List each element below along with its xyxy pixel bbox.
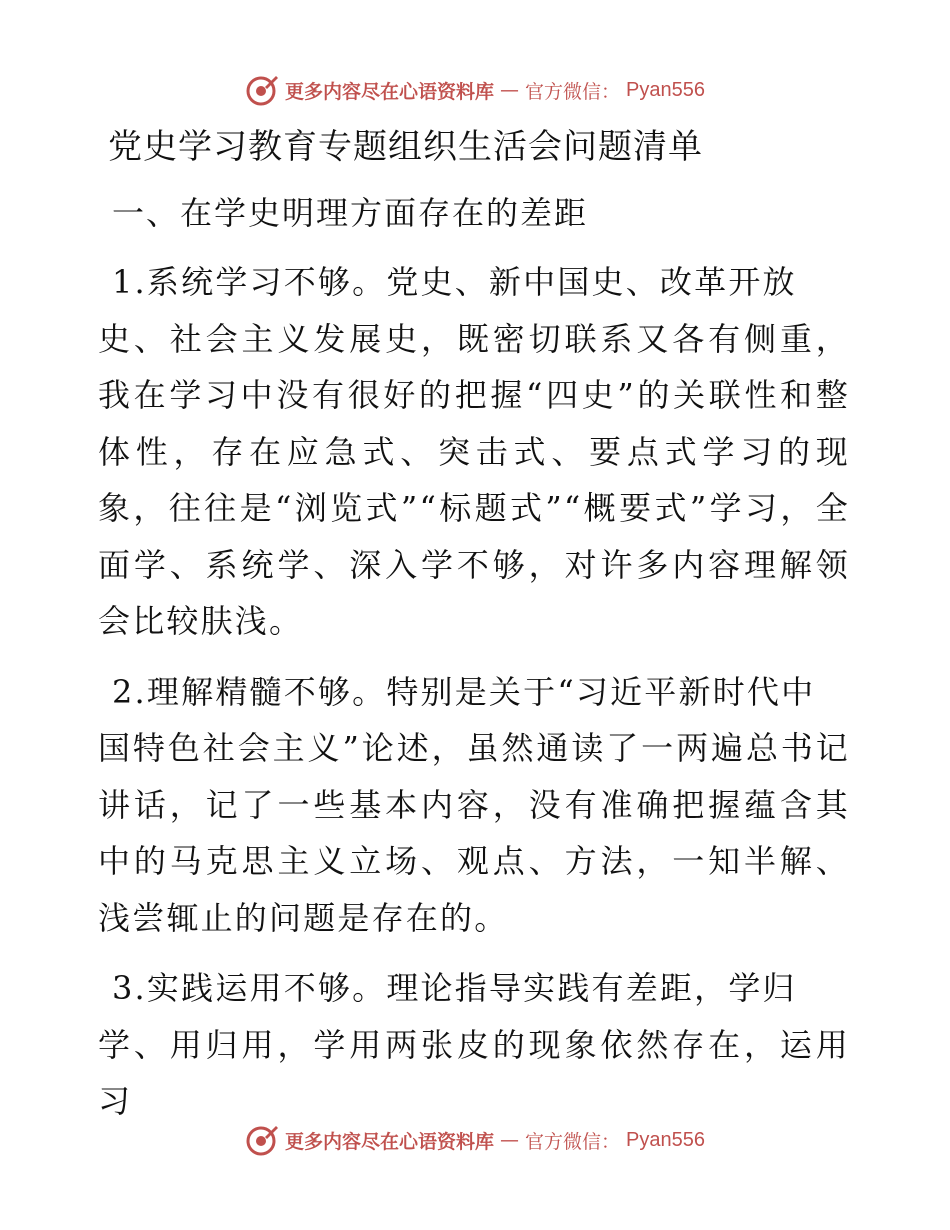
paragraph-3-lead: 3.实践运用不够。理论指导实践有差距，学归 (112, 969, 797, 1007)
paragraph-2-lead: 2.理解精髓不够。特别是关于“习近平新时代中 (112, 672, 816, 711)
pen-logo-icon (245, 1123, 279, 1157)
document-body (98, 120, 850, 1144)
paragraph-3-body: 学、用归用，学用两张皮的现象依然存在，运用习 (98, 1025, 850, 1120)
header-banner (0, 70, 950, 110)
footer-banner (0, 1120, 950, 1160)
banner-dash: — (500, 79, 520, 101)
banner-text: 更多内容尽在心语资料库 (285, 1130, 495, 1153)
paragraph-2-body: 国特色社会主义”论述，虽然通读了一两遍总书记讲话，记了一些基本内容，没有准确把握蕴含其中的马克思主义立场、观点、方法，一知半解、浅尝辄止的问题是存在的。 (98, 729, 850, 937)
banner-wechat-id: Pyan556 (626, 1128, 705, 1151)
paragraph-3 (98, 960, 850, 1130)
document-title: 党史学习教育专题组织生活会问题清单 (108, 127, 703, 167)
pen-logo-icon (245, 73, 279, 107)
paragraph-2 (98, 664, 850, 947)
banner-dash: — (500, 1129, 520, 1151)
banner-wechat-id: Pyan556 (626, 78, 705, 101)
paragraph-1 (98, 254, 850, 650)
banner-text: 更多内容尽在心语资料库 (285, 80, 495, 103)
banner-wechat-label: 官方微信： (525, 80, 621, 103)
banner-wechat-label: 官方微信： (525, 1130, 621, 1153)
paragraph-1-lead: 1.系统学习不够。党史、新中国史、改革开放 (112, 263, 797, 301)
paragraph-1-body: 史、社会主义发展史，既密切联系又各有侧重，我在学习中没有很好的把握“四史”的关联性和整体性，存在应急式、突击式、要点式学习的现象，往往是“浏览式”“标题式”“概要式”学习，全面学、系统学、深入学不够，对许多内容理解领会比较肤浅。 (98, 319, 850, 640)
section-heading: 一、在学史明理方面存在的差距 (112, 194, 589, 232)
